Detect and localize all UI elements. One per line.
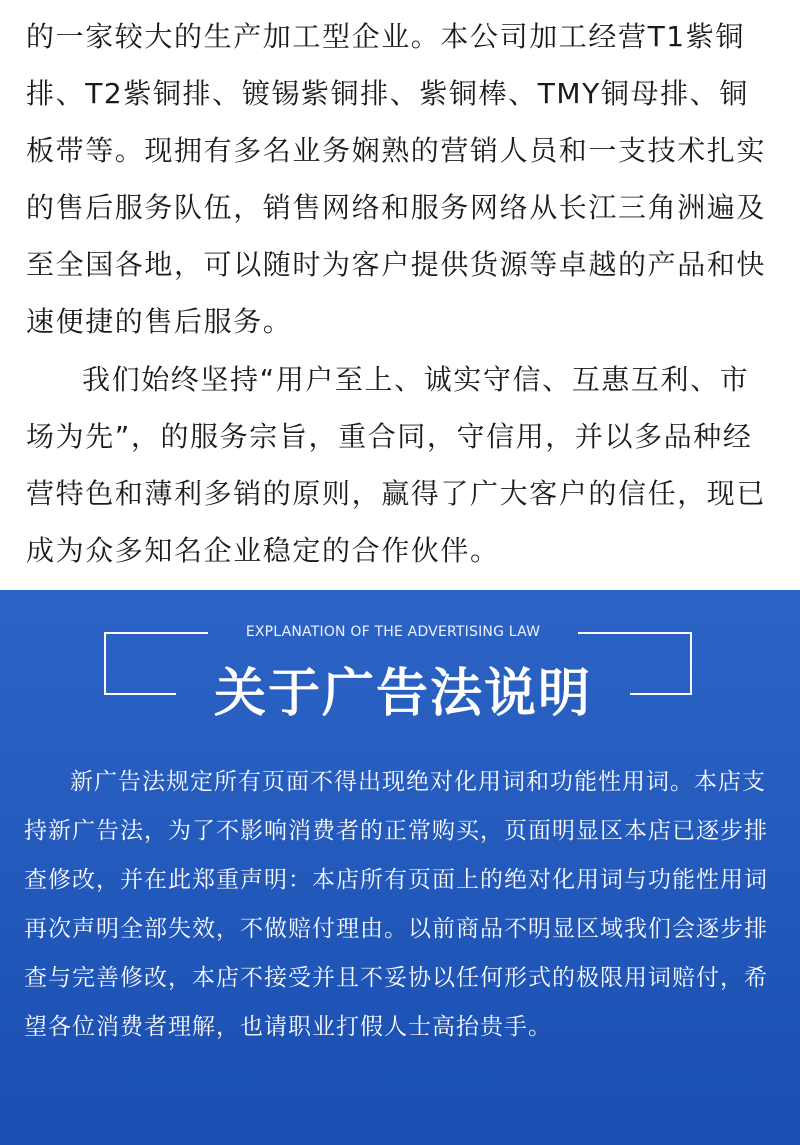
advertising-law-body-wrapper — [24, 758, 774, 1052]
frame-right-line — [690, 632, 692, 695]
advertising-law-subtitle: EXPLANATION OF THE ADVERTISING LAW — [245, 624, 541, 640]
frame-bottom-right-line — [630, 693, 692, 695]
frame-left-line — [104, 632, 106, 695]
company-paragraph-1: 的一家较大的生产加工型企业。本公司加工经营T1紫铜排、T2紫铜排、镀锡紫铜排、紫铜棒、TMY铜母排、铜板带等。现拥有多名业务娴熟的营销人员和一支技术扎实的售后服务队伍，销售网络和服务网络从长江三角洲遍及至全国各地，可以随时为客户提供货源等卓越的产品和快速便捷的售后服务。 — [26, 20, 767, 338]
frame-top-left-line — [104, 632, 208, 634]
frame-bottom-left-line — [104, 693, 176, 695]
advertising-law-body: 新广告法规定所有页面不得出现绝对化用词和功能性用词。本店支持新广告法，为了不影响消费者的正常购买，页面明显区本店已逐步排查修改，并在此郑重声明：本店所有页面上的绝对化用词与功能性用词再次声明全部失效，不做赔付理由。以前商品不明显区域我们会逐步排查与完善修改，本店不接受并且不妥协以任何形式的极限用词赔付，希望各位消费者理解，也请职业打假人士高抬贵手。 — [24, 769, 768, 1040]
advertising-law-section — [0, 590, 800, 1145]
company-paragraph-2: 我们始终坚持“用户至上、诚实守信、互惠互利、市场为先”，的服务宗旨，重合同，守信用，并以多品种经营特色和薄利多销的原则，赢得了广大客户的信任，现已成为众多知名企业稳定的合作伙伴。 — [26, 363, 767, 567]
advertising-law-title: 关于广告法说明 — [213, 664, 592, 724]
company-paragraph-2-wrapper — [26, 351, 776, 579]
frame-top-right-line — [578, 632, 692, 634]
